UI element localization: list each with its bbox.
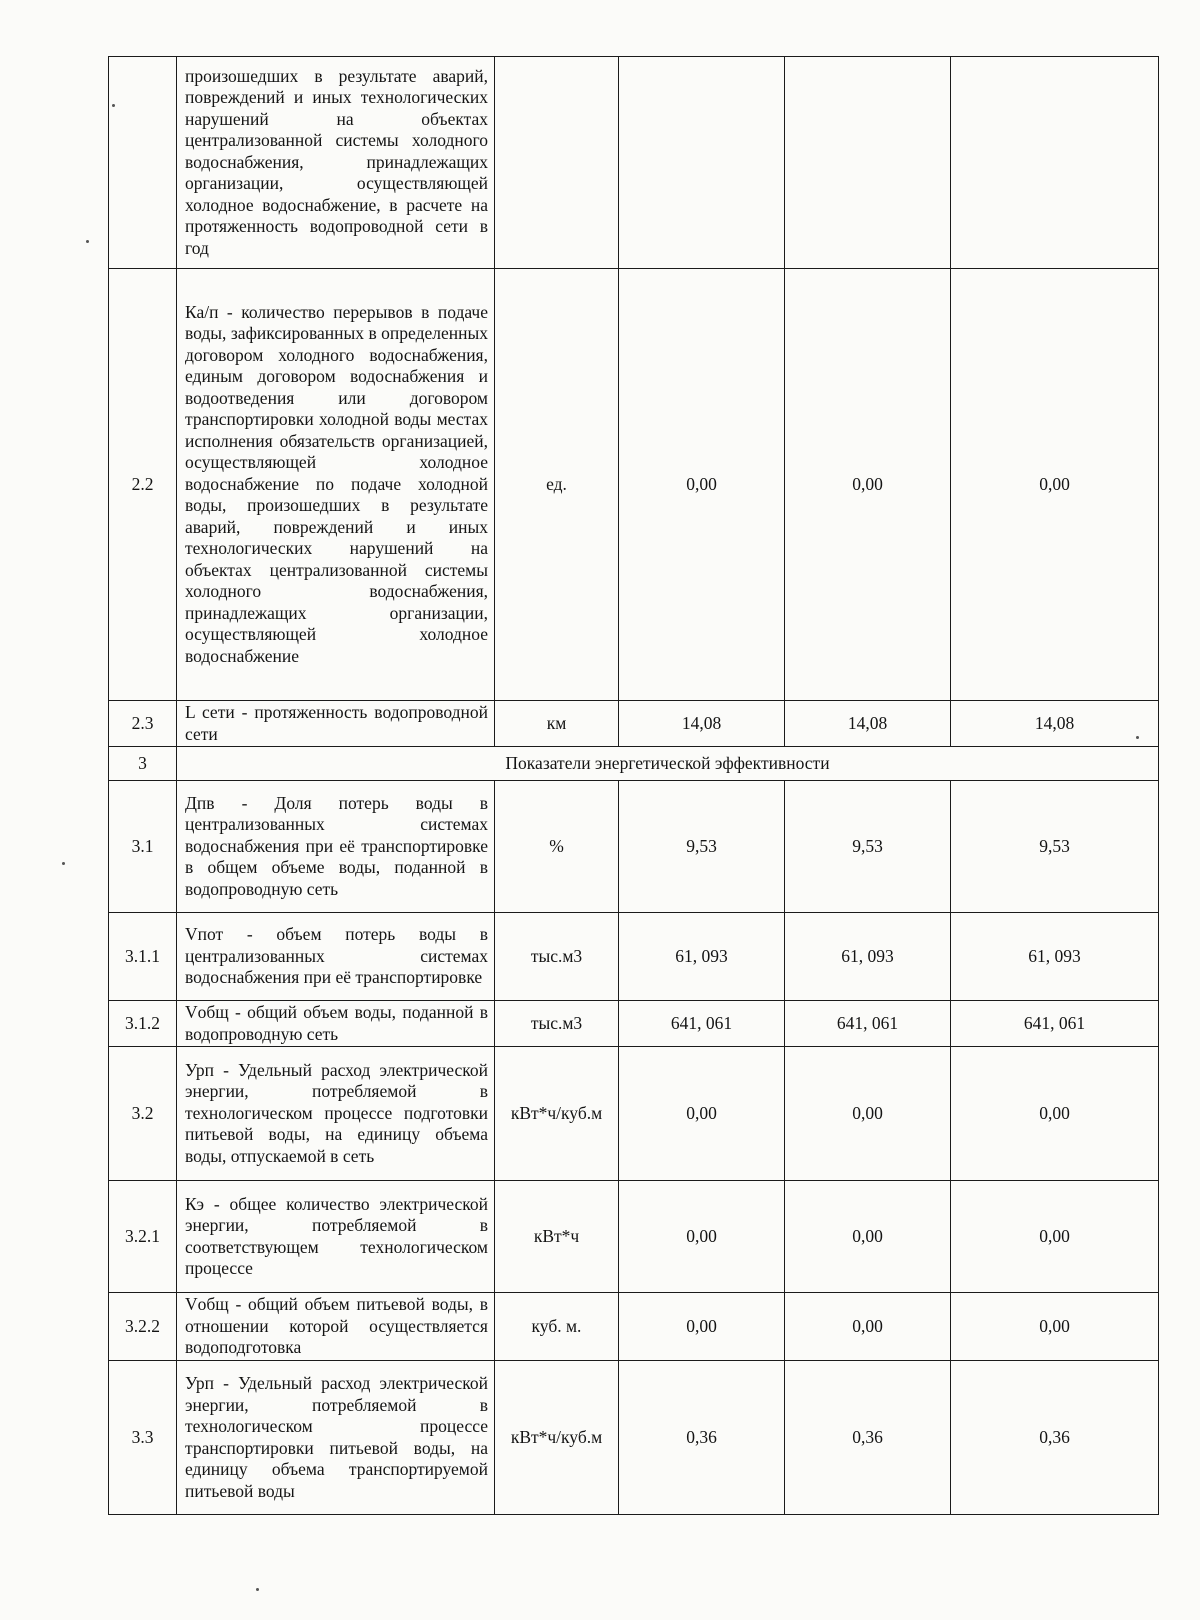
value-cell-2 [785,57,951,269]
row-number: 3.3 [109,1361,177,1515]
table-row [109,269,1159,701]
value-cell-3: 0,00 [951,1293,1159,1361]
row-number: 3.2.1 [109,1181,177,1293]
value-cell-1 [619,57,785,269]
row-number [109,57,177,269]
section-title: Показатели энергетической эффективности [177,747,1159,781]
value-cell-3: 641, 061 [951,1001,1159,1047]
value-cell-2: 0,36 [785,1361,951,1515]
table-row [109,1047,1159,1181]
section-number: 3 [109,747,177,781]
row-number: 3.2.2 [109,1293,177,1361]
value-cell-2: 0,00 [785,1293,951,1361]
row-number: 2.2 [109,269,177,701]
table-row [109,1001,1159,1047]
value-cell-3: 0,36 [951,1361,1159,1515]
unit-cell: % [495,781,619,913]
value-cell-1: 61, 093 [619,913,785,1001]
indicator-description: L сети - протяженность водопроводной сети [177,701,495,747]
document-page [108,56,1158,1515]
scan-speck [86,240,89,243]
value-cell-2: 9,53 [785,781,951,913]
value-cell-1: 0,00 [619,1047,785,1181]
unit-cell: кВт*ч/куб.м [495,1361,619,1515]
value-cell-2: 0,00 [785,1181,951,1293]
value-cell-1: 9,53 [619,781,785,913]
table-row [109,913,1159,1001]
unit-cell: км [495,701,619,747]
indicator-description: Урп - Удельный расход электрической энергии, потребляемой в технологическом процессе транспортировки питьевой воды, на единицу объема транспортируемой питьевой воды [177,1361,495,1515]
value-cell-3: 9,53 [951,781,1159,913]
value-cell-3: 0,00 [951,1047,1159,1181]
indicator-description: Дпв - Доля потерь воды в централизованных системах водоснабжения при её транспортировке в общем объеме воды, поданной в водопроводную сеть [177,781,495,913]
value-cell-2: 0,00 [785,269,951,701]
table-row [109,57,1159,269]
value-cell-3: 61, 093 [951,913,1159,1001]
indicator-description: произошедших в результате аварий, повреждений и иных технологических нарушений на объектах централизованной системы холодного водоснабжения, принадлежащих организации, осуществляющей холодное водоснабжение, в расчете на протяженность водопроводной сети в год [177,57,495,269]
value-cell-3: 14,08 [951,701,1159,747]
unit-cell: кВт*ч/куб.м [495,1047,619,1181]
value-cell-2: 14,08 [785,701,951,747]
table-row [109,1293,1159,1361]
value-cell-1: 0,00 [619,1181,785,1293]
value-cell-3 [951,57,1159,269]
value-cell-1: 0,00 [619,1293,785,1361]
value-cell-3: 0,00 [951,269,1159,701]
table-row [109,781,1159,913]
table-row [109,701,1159,747]
value-cell-2: 641, 061 [785,1001,951,1047]
unit-cell: кВт*ч [495,1181,619,1293]
value-cell-3: 0,00 [951,1181,1159,1293]
section-header-row [109,747,1159,781]
unit-cell: тыс.м3 [495,1001,619,1047]
scan-speck [112,104,115,107]
indicator-description: Урп - Удельный расход электрической энергии, потребляемой в технологическом процессе подготовки питьевой воды, на единицу объема воды, отпускаемой в сеть [177,1047,495,1181]
table-row [109,1181,1159,1293]
unit-cell [495,57,619,269]
indicator-description: Ка/п - количество перерывов в подаче воды, зафиксированных в определенных договором холодного водоснабжения, единым договором водоснабжения и водоотведения или договором транспортировки холодной воды местах исполнения обязательств организацией, осуществляющей холодное водоснабжение по подаче холодной воды, произошедших в результате аварий, повреждений и иных технологических нарушений на объектах централизованной системы холодного водоснабжения, принадлежащих организации, осуществляющей холодное водоснабжение [177,269,495,701]
indicator-description: Vобщ - общий объем воды, поданной в водопроводную сеть [177,1001,495,1047]
row-number: 3.2 [109,1047,177,1181]
row-number: 3.1 [109,781,177,913]
row-number: 3.1.1 [109,913,177,1001]
value-cell-2: 61, 093 [785,913,951,1001]
row-number: 3.1.2 [109,1001,177,1047]
unit-cell: ед. [495,269,619,701]
unit-cell: куб. м. [495,1293,619,1361]
scan-speck [256,1588,259,1591]
value-cell-1: 641, 061 [619,1001,785,1047]
value-cell-1: 0,36 [619,1361,785,1515]
value-cell-2: 0,00 [785,1047,951,1181]
indicator-description: Vпот - объем потерь воды в централизованных системах водоснабжения при её транспортировке [177,913,495,1001]
unit-cell: тыс.м3 [495,913,619,1001]
indicator-description: Кэ - общее количество электрической энергии, потребляемой в соответствующем технологическом процессе [177,1181,495,1293]
scan-speck [1136,736,1139,739]
indicator-description: Vобщ - общий объем питьевой воды, в отношении которой осуществляется водоподготовка [177,1293,495,1361]
value-cell-1: 14,08 [619,701,785,747]
row-number: 2.3 [109,701,177,747]
value-cell-1: 0,00 [619,269,785,701]
table-row [109,1361,1159,1515]
scan-speck [62,862,65,865]
indicators-table [108,56,1159,1515]
